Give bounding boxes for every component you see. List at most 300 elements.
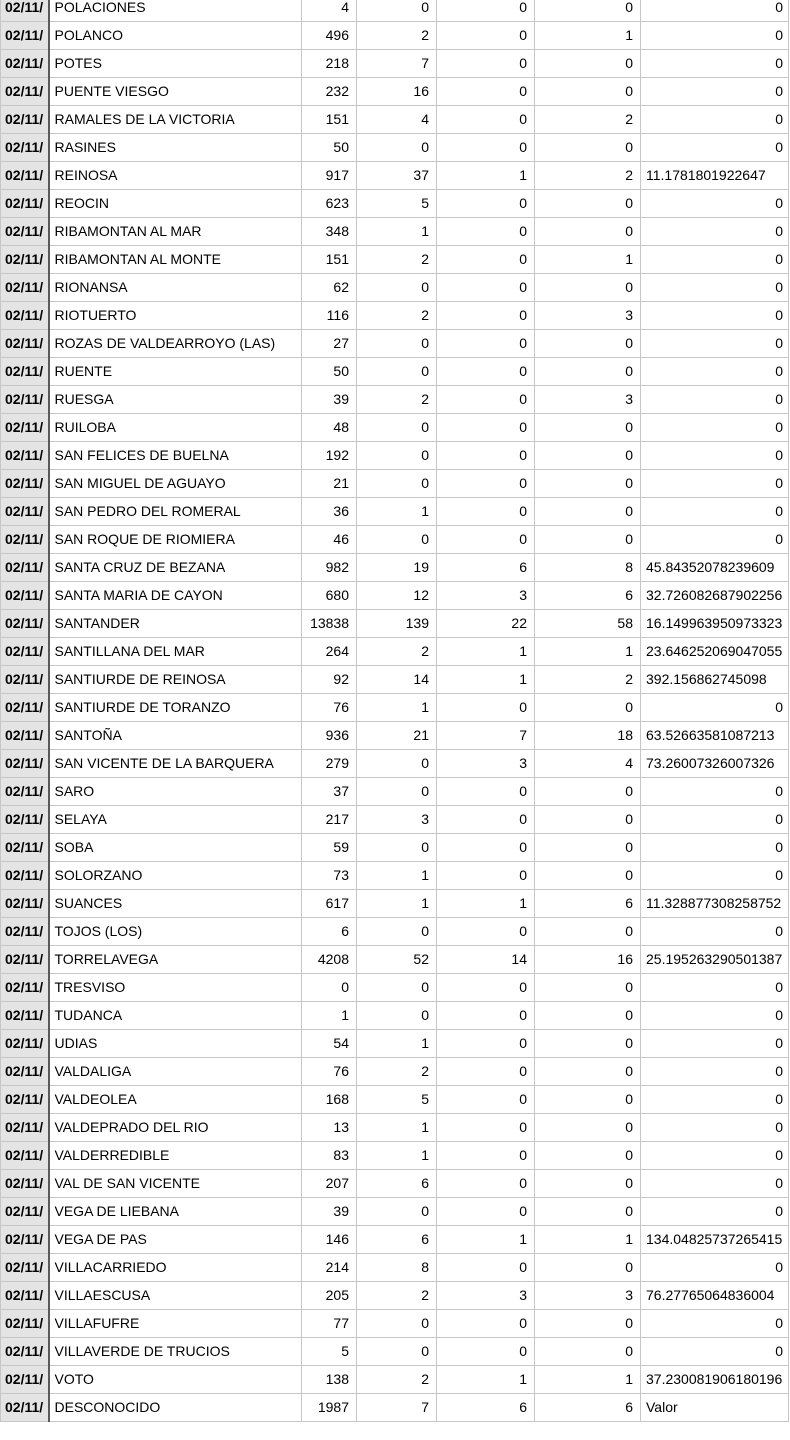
value-cell[interactable]: 62: [302, 274, 357, 302]
rate-cell[interactable]: 0: [641, 806, 789, 834]
value-cell[interactable]: 0: [535, 218, 641, 246]
date-cell[interactable]: 02/11/: [1, 1254, 49, 1282]
table-row[interactable]: [1, 1170, 789, 1198]
table-row[interactable]: [1, 470, 789, 498]
municipality-cell[interactable]: SUANCES: [49, 890, 302, 918]
rate-cell[interactable]: 0: [641, 274, 789, 302]
rate-cell[interactable]: 32.726082687902256: [641, 582, 789, 610]
rate-cell[interactable]: 0: [641, 1002, 789, 1030]
table-row[interactable]: [1, 442, 789, 470]
value-cell[interactable]: 1: [357, 1142, 437, 1170]
value-cell[interactable]: 0: [535, 1198, 641, 1226]
municipality-cell[interactable]: VEGA DE PAS: [49, 1226, 302, 1254]
value-cell[interactable]: 0: [535, 190, 641, 218]
value-cell[interactable]: 0: [535, 1114, 641, 1142]
date-cell[interactable]: 02/11/: [1, 1394, 49, 1422]
value-cell[interactable]: 0: [437, 0, 535, 22]
rate-cell[interactable]: 0: [641, 358, 789, 386]
date-cell[interactable]: 02/11/: [1, 134, 49, 162]
value-cell[interactable]: 0: [535, 1170, 641, 1198]
value-cell[interactable]: 2: [357, 302, 437, 330]
municipality-cell[interactable]: VILLAVERDE DE TRUCIOS: [49, 1338, 302, 1366]
value-cell[interactable]: 7: [357, 50, 437, 78]
date-cell[interactable]: 02/11/: [1, 1058, 49, 1086]
value-cell[interactable]: 0: [437, 134, 535, 162]
date-cell[interactable]: 02/11/: [1, 750, 49, 778]
value-cell[interactable]: 1: [535, 638, 641, 666]
rate-cell[interactable]: 0: [641, 1142, 789, 1170]
value-cell[interactable]: 36: [302, 498, 357, 526]
date-cell[interactable]: 02/11/: [1, 1366, 49, 1394]
table-row[interactable]: [1, 358, 789, 386]
value-cell[interactable]: 0: [357, 414, 437, 442]
value-cell[interactable]: 0: [535, 1030, 641, 1058]
value-cell[interactable]: 0: [437, 918, 535, 946]
table-row[interactable]: [1, 22, 789, 50]
date-cell[interactable]: 02/11/: [1, 1170, 49, 1198]
rate-cell[interactable]: 0: [641, 1254, 789, 1282]
table-row[interactable]: [1, 666, 789, 694]
value-cell[interactable]: 1: [437, 1226, 535, 1254]
value-cell[interactable]: 1: [535, 1366, 641, 1394]
value-cell[interactable]: 2: [357, 1282, 437, 1310]
date-cell[interactable]: 02/11/: [1, 1282, 49, 1310]
value-cell[interactable]: 0: [357, 1198, 437, 1226]
value-cell[interactable]: 52: [357, 946, 437, 974]
municipality-cell[interactable]: VILLAESCUSA: [49, 1282, 302, 1310]
value-cell[interactable]: 0: [437, 50, 535, 78]
table-row[interactable]: [1, 694, 789, 722]
rate-cell[interactable]: 45.84352078239609: [641, 554, 789, 582]
value-cell[interactable]: 0: [437, 498, 535, 526]
date-cell[interactable]: 02/11/: [1, 498, 49, 526]
value-cell[interactable]: 0: [437, 1002, 535, 1030]
date-cell[interactable]: 02/11/: [1, 918, 49, 946]
value-cell[interactable]: 0: [357, 918, 437, 946]
table-row[interactable]: [1, 162, 789, 190]
table-row[interactable]: [1, 1142, 789, 1170]
municipality-cell[interactable]: RUILOBA: [49, 414, 302, 442]
table-row[interactable]: [1, 302, 789, 330]
table-row[interactable]: [1, 50, 789, 78]
value-cell[interactable]: 0: [535, 358, 641, 386]
value-cell[interactable]: 168: [302, 1086, 357, 1114]
value-cell[interactable]: 0: [535, 1086, 641, 1114]
rate-cell[interactable]: 0: [641, 470, 789, 498]
rate-cell[interactable]: 0: [641, 50, 789, 78]
value-cell[interactable]: 151: [302, 246, 357, 274]
value-cell[interactable]: 151: [302, 106, 357, 134]
value-cell[interactable]: 0: [437, 1198, 535, 1226]
date-cell[interactable]: 02/11/: [1, 582, 49, 610]
value-cell[interactable]: 16: [535, 946, 641, 974]
value-cell[interactable]: 1: [357, 1030, 437, 1058]
value-cell[interactable]: 214: [302, 1254, 357, 1282]
municipality-cell[interactable]: RAMALES DE LA VICTORIA: [49, 106, 302, 134]
municipality-cell[interactable]: SOLORZANO: [49, 862, 302, 890]
value-cell[interactable]: 0: [437, 1338, 535, 1366]
rate-cell[interactable]: 0: [641, 106, 789, 134]
value-cell[interactable]: 2: [357, 386, 437, 414]
value-cell[interactable]: 92: [302, 666, 357, 694]
table-row[interactable]: [1, 1086, 789, 1114]
value-cell[interactable]: 77: [302, 1310, 357, 1338]
value-cell[interactable]: 0: [437, 1170, 535, 1198]
value-cell[interactable]: 0: [437, 190, 535, 218]
value-cell[interactable]: 0: [535, 526, 641, 554]
value-cell[interactable]: 0: [437, 358, 535, 386]
value-cell[interactable]: 0: [535, 470, 641, 498]
value-cell[interactable]: 14: [357, 666, 437, 694]
municipality-cell[interactable]: VALDEOLEA: [49, 1086, 302, 1114]
municipality-cell[interactable]: RUENTE: [49, 358, 302, 386]
date-cell[interactable]: 02/11/: [1, 246, 49, 274]
value-cell[interactable]: 139: [357, 610, 437, 638]
value-cell[interactable]: 6: [357, 1170, 437, 1198]
date-cell[interactable]: 02/11/: [1, 22, 49, 50]
date-cell[interactable]: 02/11/: [1, 1310, 49, 1338]
value-cell[interactable]: 2: [357, 638, 437, 666]
rate-cell[interactable]: 0: [641, 1086, 789, 1114]
value-cell[interactable]: 7: [437, 722, 535, 750]
table-row[interactable]: [1, 1198, 789, 1226]
municipality-cell[interactable]: SELAYA: [49, 806, 302, 834]
municipality-cell[interactable]: SANTOÑA: [49, 722, 302, 750]
rate-cell[interactable]: 76.27765064836004: [641, 1282, 789, 1310]
table-row[interactable]: [1, 414, 789, 442]
municipality-cell[interactable]: PUENTE VIESGO: [49, 78, 302, 106]
table-row[interactable]: [1, 918, 789, 946]
value-cell[interactable]: 6: [437, 1394, 535, 1422]
municipality-cell[interactable]: SARO: [49, 778, 302, 806]
table-row[interactable]: [1, 1254, 789, 1282]
value-cell[interactable]: 1: [302, 1002, 357, 1030]
rate-cell[interactable]: 0: [641, 246, 789, 274]
value-cell[interactable]: 0: [437, 386, 535, 414]
date-cell[interactable]: 02/11/: [1, 610, 49, 638]
value-cell[interactable]: 1: [437, 1366, 535, 1394]
value-cell[interactable]: 279: [302, 750, 357, 778]
value-cell[interactable]: 0: [535, 778, 641, 806]
value-cell[interactable]: 0: [437, 526, 535, 554]
value-cell[interactable]: 4: [357, 106, 437, 134]
date-cell[interactable]: 02/11/: [1, 890, 49, 918]
municipality-cell[interactable]: SAN PEDRO DEL ROMERAL: [49, 498, 302, 526]
value-cell[interactable]: 0: [535, 1002, 641, 1030]
value-cell[interactable]: 264: [302, 638, 357, 666]
rate-cell[interactable]: 0: [641, 78, 789, 106]
value-cell[interactable]: 0: [302, 974, 357, 1002]
value-cell[interactable]: 54: [302, 1030, 357, 1058]
municipality-cell[interactable]: VILLAFUFRE: [49, 1310, 302, 1338]
value-cell[interactable]: 116: [302, 302, 357, 330]
rate-cell[interactable]: 0: [641, 302, 789, 330]
value-cell[interactable]: 46: [302, 526, 357, 554]
rate-cell[interactable]: 0: [641, 22, 789, 50]
municipality-cell[interactable]: RUESGA: [49, 386, 302, 414]
value-cell[interactable]: 0: [535, 414, 641, 442]
table-row[interactable]: [1, 778, 789, 806]
value-cell[interactable]: 0: [437, 1114, 535, 1142]
value-cell[interactable]: 0: [535, 498, 641, 526]
rate-cell[interactable]: 0: [641, 862, 789, 890]
value-cell[interactable]: 1: [357, 498, 437, 526]
municipality-cell[interactable]: VAL DE SAN VICENTE: [49, 1170, 302, 1198]
value-cell[interactable]: 3: [437, 582, 535, 610]
date-cell[interactable]: 02/11/: [1, 666, 49, 694]
value-cell[interactable]: 0: [437, 1086, 535, 1114]
municipality-cell[interactable]: VEGA DE LIEBANA: [49, 1198, 302, 1226]
municipality-cell[interactable]: SANTANDER: [49, 610, 302, 638]
municipality-cell[interactable]: TORRELAVEGA: [49, 946, 302, 974]
value-cell[interactable]: 0: [535, 134, 641, 162]
municipality-cell[interactable]: RIOTUERTO: [49, 302, 302, 330]
value-cell[interactable]: 680: [302, 582, 357, 610]
value-cell[interactable]: 0: [437, 246, 535, 274]
value-cell[interactable]: 617: [302, 890, 357, 918]
value-cell[interactable]: 0: [437, 1254, 535, 1282]
date-cell[interactable]: 02/11/: [1, 1226, 49, 1254]
value-cell[interactable]: 0: [437, 442, 535, 470]
value-cell[interactable]: 50: [302, 134, 357, 162]
value-cell[interactable]: 37: [357, 162, 437, 190]
rate-cell[interactable]: 23.646252069047055: [641, 638, 789, 666]
value-cell[interactable]: 0: [437, 22, 535, 50]
value-cell[interactable]: 21: [302, 470, 357, 498]
table-row[interactable]: [1, 862, 789, 890]
municipality-cell[interactable]: SAN ROQUE DE RIOMIERA: [49, 526, 302, 554]
municipality-cell[interactable]: UDIAS: [49, 1030, 302, 1058]
value-cell[interactable]: 936: [302, 722, 357, 750]
value-cell[interactable]: 21: [357, 722, 437, 750]
value-cell[interactable]: 39: [302, 1198, 357, 1226]
municipality-cell[interactable]: VILLACARRIEDO: [49, 1254, 302, 1282]
value-cell[interactable]: 1: [437, 890, 535, 918]
rate-cell[interactable]: 0: [641, 1338, 789, 1366]
table-row[interactable]: [1, 1282, 789, 1310]
value-cell[interactable]: 6: [535, 890, 641, 918]
rate-cell[interactable]: 0: [641, 330, 789, 358]
date-cell[interactable]: 02/11/: [1, 106, 49, 134]
value-cell[interactable]: 3: [357, 806, 437, 834]
rate-cell[interactable]: 0: [641, 834, 789, 862]
value-cell[interactable]: 146: [302, 1226, 357, 1254]
value-cell[interactable]: 232: [302, 78, 357, 106]
value-cell[interactable]: 1: [357, 218, 437, 246]
municipality-cell[interactable]: TOJOS (LOS): [49, 918, 302, 946]
date-cell[interactable]: 02/11/: [1, 862, 49, 890]
value-cell[interactable]: 5: [302, 1338, 357, 1366]
value-cell[interactable]: 22: [437, 610, 535, 638]
rate-cell[interactable]: 0: [641, 134, 789, 162]
date-cell[interactable]: 02/11/: [1, 694, 49, 722]
table-row[interactable]: [1, 386, 789, 414]
table-row[interactable]: [1, 1058, 789, 1086]
value-cell[interactable]: 205: [302, 1282, 357, 1310]
date-cell[interactable]: 02/11/: [1, 330, 49, 358]
value-cell[interactable]: 0: [437, 1310, 535, 1338]
value-cell[interactable]: 0: [535, 1338, 641, 1366]
value-cell[interactable]: 2: [535, 162, 641, 190]
rate-cell[interactable]: 0: [641, 918, 789, 946]
table-row[interactable]: [1, 890, 789, 918]
value-cell[interactable]: 58: [535, 610, 641, 638]
value-cell[interactable]: 5: [357, 1086, 437, 1114]
value-cell[interactable]: 13838: [302, 610, 357, 638]
value-cell[interactable]: 0: [535, 918, 641, 946]
value-cell[interactable]: 0: [535, 78, 641, 106]
table-row[interactable]: [1, 526, 789, 554]
rate-cell[interactable]: 37.230081906180196: [641, 1366, 789, 1394]
rate-cell[interactable]: 0: [641, 218, 789, 246]
value-cell[interactable]: 0: [437, 414, 535, 442]
value-cell[interactable]: 0: [535, 1142, 641, 1170]
value-cell[interactable]: 73: [302, 862, 357, 890]
municipality-cell[interactable]: POTES: [49, 50, 302, 78]
value-cell[interactable]: 348: [302, 218, 357, 246]
value-cell[interactable]: 0: [437, 330, 535, 358]
rate-cell[interactable]: 16.149963950973323: [641, 610, 789, 638]
value-cell[interactable]: 0: [535, 1254, 641, 1282]
municipality-cell[interactable]: SANTA CRUZ DE BEZANA: [49, 554, 302, 582]
value-cell[interactable]: 0: [535, 834, 641, 862]
table-row[interactable]: [1, 246, 789, 274]
table-row[interactable]: [1, 834, 789, 862]
rate-cell[interactable]: 0: [641, 442, 789, 470]
date-cell[interactable]: 02/11/: [1, 358, 49, 386]
value-cell[interactable]: 0: [437, 834, 535, 862]
value-cell[interactable]: 3: [535, 302, 641, 330]
rate-cell[interactable]: 0: [641, 1170, 789, 1198]
value-cell[interactable]: 1: [535, 22, 641, 50]
rate-cell[interactable]: 0: [641, 526, 789, 554]
value-cell[interactable]: 1: [437, 666, 535, 694]
municipality-cell[interactable]: RASINES: [49, 134, 302, 162]
date-cell[interactable]: 02/11/: [1, 834, 49, 862]
value-cell[interactable]: 6: [357, 1226, 437, 1254]
table-row[interactable]: [1, 218, 789, 246]
date-cell[interactable]: 02/11/: [1, 1338, 49, 1366]
value-cell[interactable]: 0: [437, 694, 535, 722]
value-cell[interactable]: 0: [357, 974, 437, 1002]
value-cell[interactable]: 1: [357, 694, 437, 722]
value-cell[interactable]: 0: [357, 834, 437, 862]
table-row[interactable]: [1, 1002, 789, 1030]
value-cell[interactable]: 2: [357, 1058, 437, 1086]
value-cell[interactable]: 2: [357, 22, 437, 50]
date-cell[interactable]: 02/11/: [1, 722, 49, 750]
table-row[interactable]: [1, 1226, 789, 1254]
value-cell[interactable]: 37: [302, 778, 357, 806]
value-cell[interactable]: 0: [535, 806, 641, 834]
table-row[interactable]: [1, 610, 789, 638]
table-row[interactable]: [1, 806, 789, 834]
table-row[interactable]: [1, 1394, 789, 1422]
value-cell[interactable]: 14: [437, 946, 535, 974]
date-cell[interactable]: 02/11/: [1, 1114, 49, 1142]
value-cell[interactable]: 0: [357, 274, 437, 302]
rate-cell[interactable]: 0: [641, 694, 789, 722]
date-cell[interactable]: 02/11/: [1, 946, 49, 974]
date-cell[interactable]: 02/11/: [1, 50, 49, 78]
value-cell[interactable]: 83: [302, 1142, 357, 1170]
value-cell[interactable]: 496: [302, 22, 357, 50]
table-row[interactable]: [1, 750, 789, 778]
municipality-cell[interactable]: SAN VICENTE DE LA BARQUERA: [49, 750, 302, 778]
value-cell[interactable]: 0: [357, 134, 437, 162]
municipality-cell[interactable]: SANTA MARIA DE CAYON: [49, 582, 302, 610]
date-cell[interactable]: 02/11/: [1, 414, 49, 442]
value-cell[interactable]: 0: [437, 806, 535, 834]
value-cell[interactable]: 0: [535, 0, 641, 22]
municipality-cell[interactable]: SANTIURDE DE REINOSA: [49, 666, 302, 694]
value-cell[interactable]: 1: [357, 1114, 437, 1142]
value-cell[interactable]: 2: [535, 106, 641, 134]
municipality-cell[interactable]: TUDANCA: [49, 1002, 302, 1030]
value-cell[interactable]: 4: [302, 0, 357, 22]
municipality-cell[interactable]: SANTIURDE DE TORANZO: [49, 694, 302, 722]
value-cell[interactable]: 48: [302, 414, 357, 442]
value-cell[interactable]: 0: [535, 1058, 641, 1086]
value-cell[interactable]: 13: [302, 1114, 357, 1142]
date-cell[interactable]: 02/11/: [1, 778, 49, 806]
rate-cell[interactable]: 25.195263290501387: [641, 946, 789, 974]
date-cell[interactable]: 02/11/: [1, 554, 49, 582]
date-cell[interactable]: 02/11/: [1, 1030, 49, 1058]
value-cell[interactable]: 6: [302, 918, 357, 946]
rate-cell[interactable]: 63.52663581087213: [641, 722, 789, 750]
value-cell[interactable]: 138: [302, 1366, 357, 1394]
date-cell[interactable]: 02/11/: [1, 1142, 49, 1170]
date-cell[interactable]: 02/11/: [1, 638, 49, 666]
value-cell[interactable]: 0: [437, 974, 535, 1002]
table-row[interactable]: [1, 190, 789, 218]
municipality-cell[interactable]: RIBAMONTAN AL MONTE: [49, 246, 302, 274]
date-cell[interactable]: 02/11/: [1, 1002, 49, 1030]
value-cell[interactable]: 3: [535, 386, 641, 414]
municipality-cell[interactable]: REOCIN: [49, 190, 302, 218]
date-cell[interactable]: 02/11/: [1, 386, 49, 414]
value-cell[interactable]: 0: [437, 1030, 535, 1058]
municipality-cell[interactable]: SAN MIGUEL DE AGUAYO: [49, 470, 302, 498]
date-cell[interactable]: 02/11/: [1, 1086, 49, 1114]
value-cell[interactable]: 0: [357, 442, 437, 470]
value-cell[interactable]: 917: [302, 162, 357, 190]
value-cell[interactable]: 0: [357, 358, 437, 386]
value-cell[interactable]: 6: [535, 582, 641, 610]
date-cell[interactable]: 02/11/: [1, 218, 49, 246]
table-row[interactable]: [1, 274, 789, 302]
table-row[interactable]: [1, 1338, 789, 1366]
table-row[interactable]: [1, 330, 789, 358]
value-cell[interactable]: 0: [357, 1310, 437, 1338]
table-row[interactable]: [1, 106, 789, 134]
table-row[interactable]: [1, 946, 789, 974]
value-cell[interactable]: 0: [437, 862, 535, 890]
value-cell[interactable]: 2: [535, 666, 641, 694]
value-cell[interactable]: 1: [357, 890, 437, 918]
municipality-cell[interactable]: VALDERREDIBLE: [49, 1142, 302, 1170]
value-cell[interactable]: 0: [535, 1310, 641, 1338]
value-cell[interactable]: 50: [302, 358, 357, 386]
value-cell[interactable]: 1: [357, 862, 437, 890]
table-row[interactable]: [1, 974, 789, 1002]
table-row[interactable]: [1, 638, 789, 666]
value-cell[interactable]: 1: [535, 1226, 641, 1254]
table-row[interactable]: [1, 1366, 789, 1394]
value-cell[interactable]: 12: [357, 582, 437, 610]
value-cell[interactable]: 0: [357, 0, 437, 22]
